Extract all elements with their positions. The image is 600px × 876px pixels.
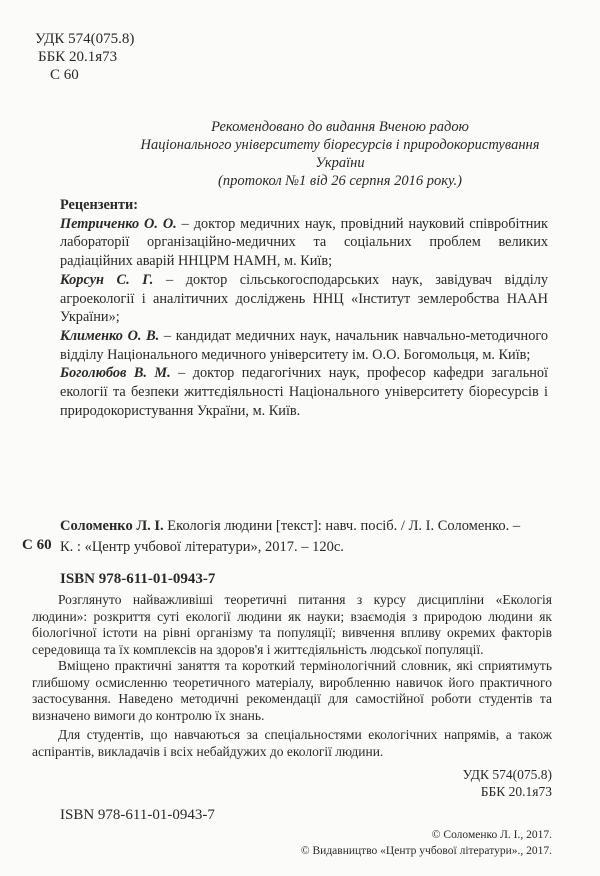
catalog-mark: С 60 (22, 537, 52, 553)
reviewer-item (60, 215, 548, 271)
abstract (32, 592, 552, 760)
abstract-paragraph: Для студентів, що навчаються за спеціальностями екологічних напрямів, а також аспірантів, викладачів і всіх небайдужих до екології людини. (32, 727, 552, 759)
classification-codes (35, 30, 134, 84)
recommendation (140, 118, 540, 190)
recommendation-line: (протокол №1 від 26 серпня 2016 року.) (218, 173, 462, 189)
footer-udk: УДК 574(075.8) (462, 767, 552, 782)
reviewer-name: Петриченко О. О. (60, 215, 177, 232)
catalog-publisher: К. : «Центр учбової літератури», 2017. – 120с. (60, 539, 344, 555)
reviewer-item (60, 327, 548, 364)
udk-code: УДК 574(075.8) (35, 31, 135, 47)
abstract-paragraph: Вміщено практичні заняття та короткий термінологічний словник, які сприятимуть глибшому осмисленню теоретичного матеріалу, виробленню навичок його практичного застосування. Наведено методичні рекомендації для самостійної роботи студентів та визначено вимоги до контролю їх знань. (32, 658, 552, 723)
catalog-isbn: ISBN 978-611-01-0943-7 (60, 571, 216, 587)
copyright (301, 827, 552, 859)
reviewer-item (60, 364, 548, 420)
copyright-author: © Соломенко Л. І., 2017. (431, 829, 552, 841)
footer-bbk: ББК 20.1я73 (480, 784, 552, 799)
reviewer-description: – доктор медичних наук, провідний науковий співробітник лабораторії організаційно-медичних та соціальних проблем великих радіаційних аварій ННЦРМ НАМН, м. Київ; (60, 215, 548, 270)
reviewer-name: Клименко О. В. (60, 327, 160, 344)
copyright-publisher: © Видавництво «Центр учбової літератури»., 2017. (300, 845, 552, 857)
footer-isbn: ISBN 978-611-01-0943-7 (60, 807, 215, 823)
reviewers-heading: Рецензенти: (60, 197, 139, 213)
reviewer-name: Корсун С. Г. (60, 271, 154, 288)
author-mark: С 60 (50, 67, 79, 83)
catalog-author: Соломенко Л. І. (60, 518, 164, 534)
bbk-code: ББК 20.1я73 (38, 49, 118, 65)
reviewers (60, 196, 548, 420)
reviewer-name: Боголюбов В. М. (60, 365, 171, 382)
abstract-paragraph: Розглянуто найважливіші теоретичні питання з курсу дисципліни «Екологія людини»: розкриття суті екології людини як науки; взаємодія з природою людини як біологічної істоти на рівні організму та популяції; вивчення впливу окремих факторів середовища та їх комплексів на здоров'я і життєдіяльність людської популяції. (32, 592, 552, 657)
reviewer-description: – доктор педагогічних наук, професор кафедри загальної екології та безпеки життєдіяльності Національного університету біоресурсів і природокористування України, м. Київ. (60, 365, 548, 419)
catalog-title: Екологія людини [текст]: навч. посіб. / Л. І. Соломенко. – (163, 518, 521, 534)
recommendation-line: Рекомендовано до видання Вченою радою (211, 119, 469, 135)
reviewer-item (60, 271, 548, 327)
footer-codes (463, 766, 552, 800)
catalog-entry (60, 516, 548, 558)
lower-section (32, 592, 552, 859)
recommendation-line: Національного університету біоресурсів і природокористування України (140, 137, 540, 171)
reviewer-description: – доктор сільськогосподарських наук, завідувач відділу агроекології і аналітичних досліджень ННЦ «Інститут землеробства НААН України»; (60, 271, 549, 326)
reviewer-description: – кандидат медичних наук, начальник навчально-методичного відділу Національного медичного університету ім. О.О. Богомольця, м. Київ; (60, 327, 548, 363)
